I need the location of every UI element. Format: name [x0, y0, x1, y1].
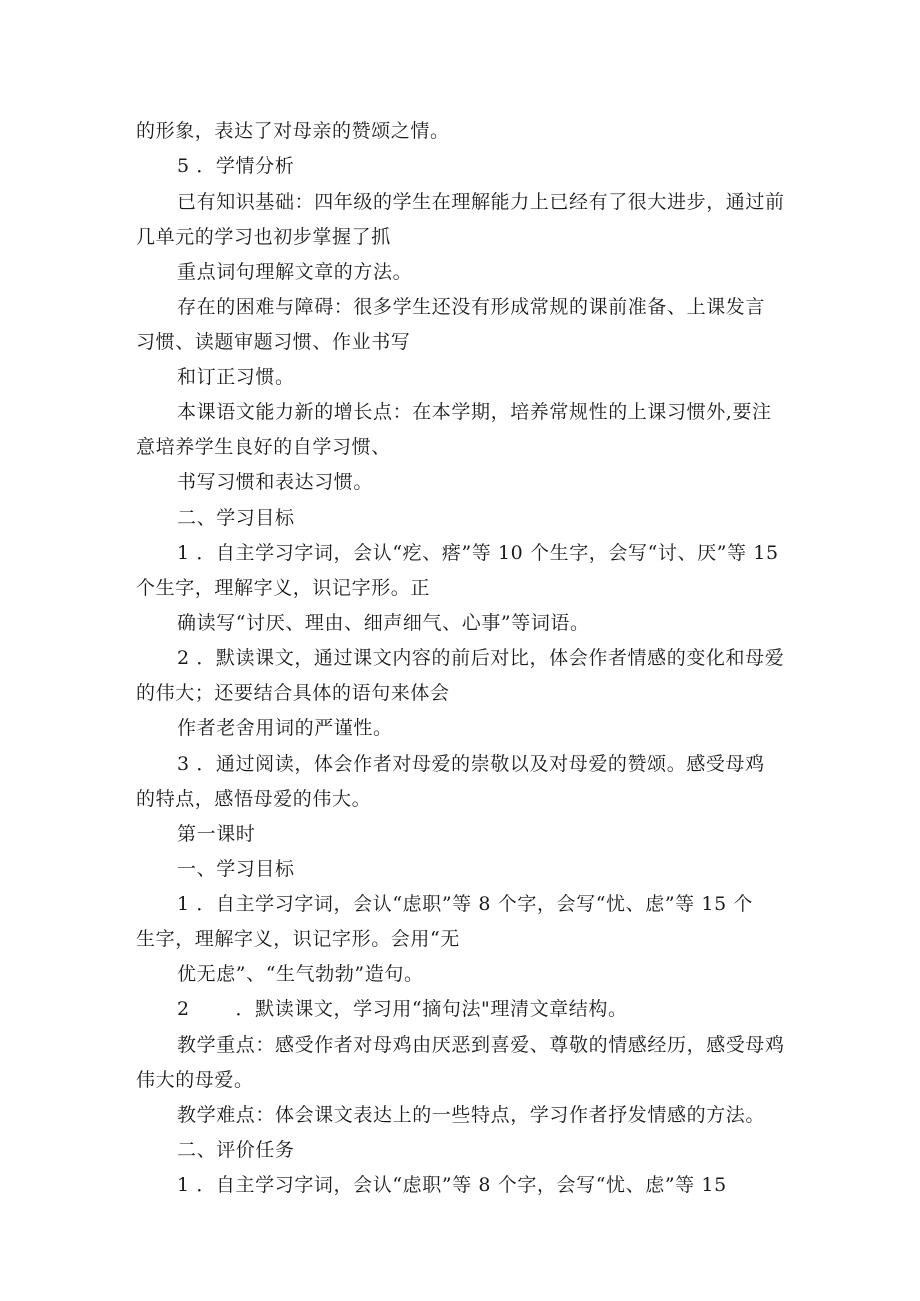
text-line: 已有知识基础：四年级的学生在理解能力上已经有了很大进步，通过前 [177, 191, 785, 213]
text-line: 2 ．默读课文，通过课文内容的前后对比，体会作者情感的变化和母爱 [177, 647, 785, 669]
text-line: 存在的困难与障碍：很多学生还没有形成常规的课前准备、上课发言 [177, 296, 766, 318]
text-line: 生字，理解字义，识记字形。会用“无 [136, 928, 460, 950]
text-line: 3 ．通过阅读，体会作者对母爱的崇敬以及对母爱的赞颂。感受母鸡 [177, 753, 765, 775]
text-line: 教学重点：感受作者对母鸡由厌恶到喜爱、尊敬的情感经历，感受母鸡 [177, 1034, 785, 1056]
text-line: 个生字，理解字义，识记字形。正 [136, 577, 431, 599]
section-heading: 一、学习目标 [177, 858, 295, 880]
text-line: 的伟大；还要结合具体的语句来体会 [136, 682, 450, 704]
text-line: 1 ．自主学习字词，会认“虑职”等 8 个字，会写“忧、虑”等 15 [177, 1174, 727, 1196]
text-line: 意培养学生良好的自学习惯、 [136, 436, 391, 458]
text-line: 2 ．默读课文，学习用“摘句法"理清文章结构。 [177, 998, 628, 1020]
text-line: 重点词句理解文章的方法。 [177, 261, 413, 283]
text-line: 的特点，感悟母爱的伟大。 [136, 788, 372, 810]
section-heading: 第一课时 [177, 823, 256, 845]
text-line: 和订正习惯。 [177, 366, 295, 388]
section-heading: 5 ．学情分析 [177, 155, 295, 177]
text-line: 伟大的母爱。 [136, 1069, 254, 1091]
section-heading: 二、评价任务 [177, 1139, 295, 1161]
text-line: 教学难点：体会课文表达上的一些特点，学习作者抒发情感的方法。 [177, 1104, 766, 1126]
text-line: 确读写“讨厌、理由、细声细气、心事”等词语。 [177, 612, 590, 634]
text-line: 1 ．自主学习字词，会认“疙、瘩”等 10 个生字，会写“讨、厌”等 15 [177, 542, 779, 564]
text-line: 优无虑”、“生气勃勃”造句。 [177, 963, 424, 985]
text-line: 作者老舍用词的严谨性。 [177, 717, 393, 739]
text-line: 1 ．自主学习字词，会认“虑职”等 8 个字，会写“忧、虑”等 15 个 [177, 893, 754, 915]
text-line: 几单元的学习也初步掌握了抓 [136, 226, 391, 248]
text-line: 本课语文能力新的增长点：在本学期，培养常规性的上课习惯外,要注 [177, 401, 772, 423]
section-heading: 二、学习目标 [177, 507, 295, 529]
text-line: 的形象，表达了对母亲的赞颂之情。 [136, 120, 450, 142]
text-line: 习惯、读题审题习惯、作业书写 [136, 331, 411, 353]
text-line: 书写习惯和表达习惯。 [177, 471, 374, 493]
